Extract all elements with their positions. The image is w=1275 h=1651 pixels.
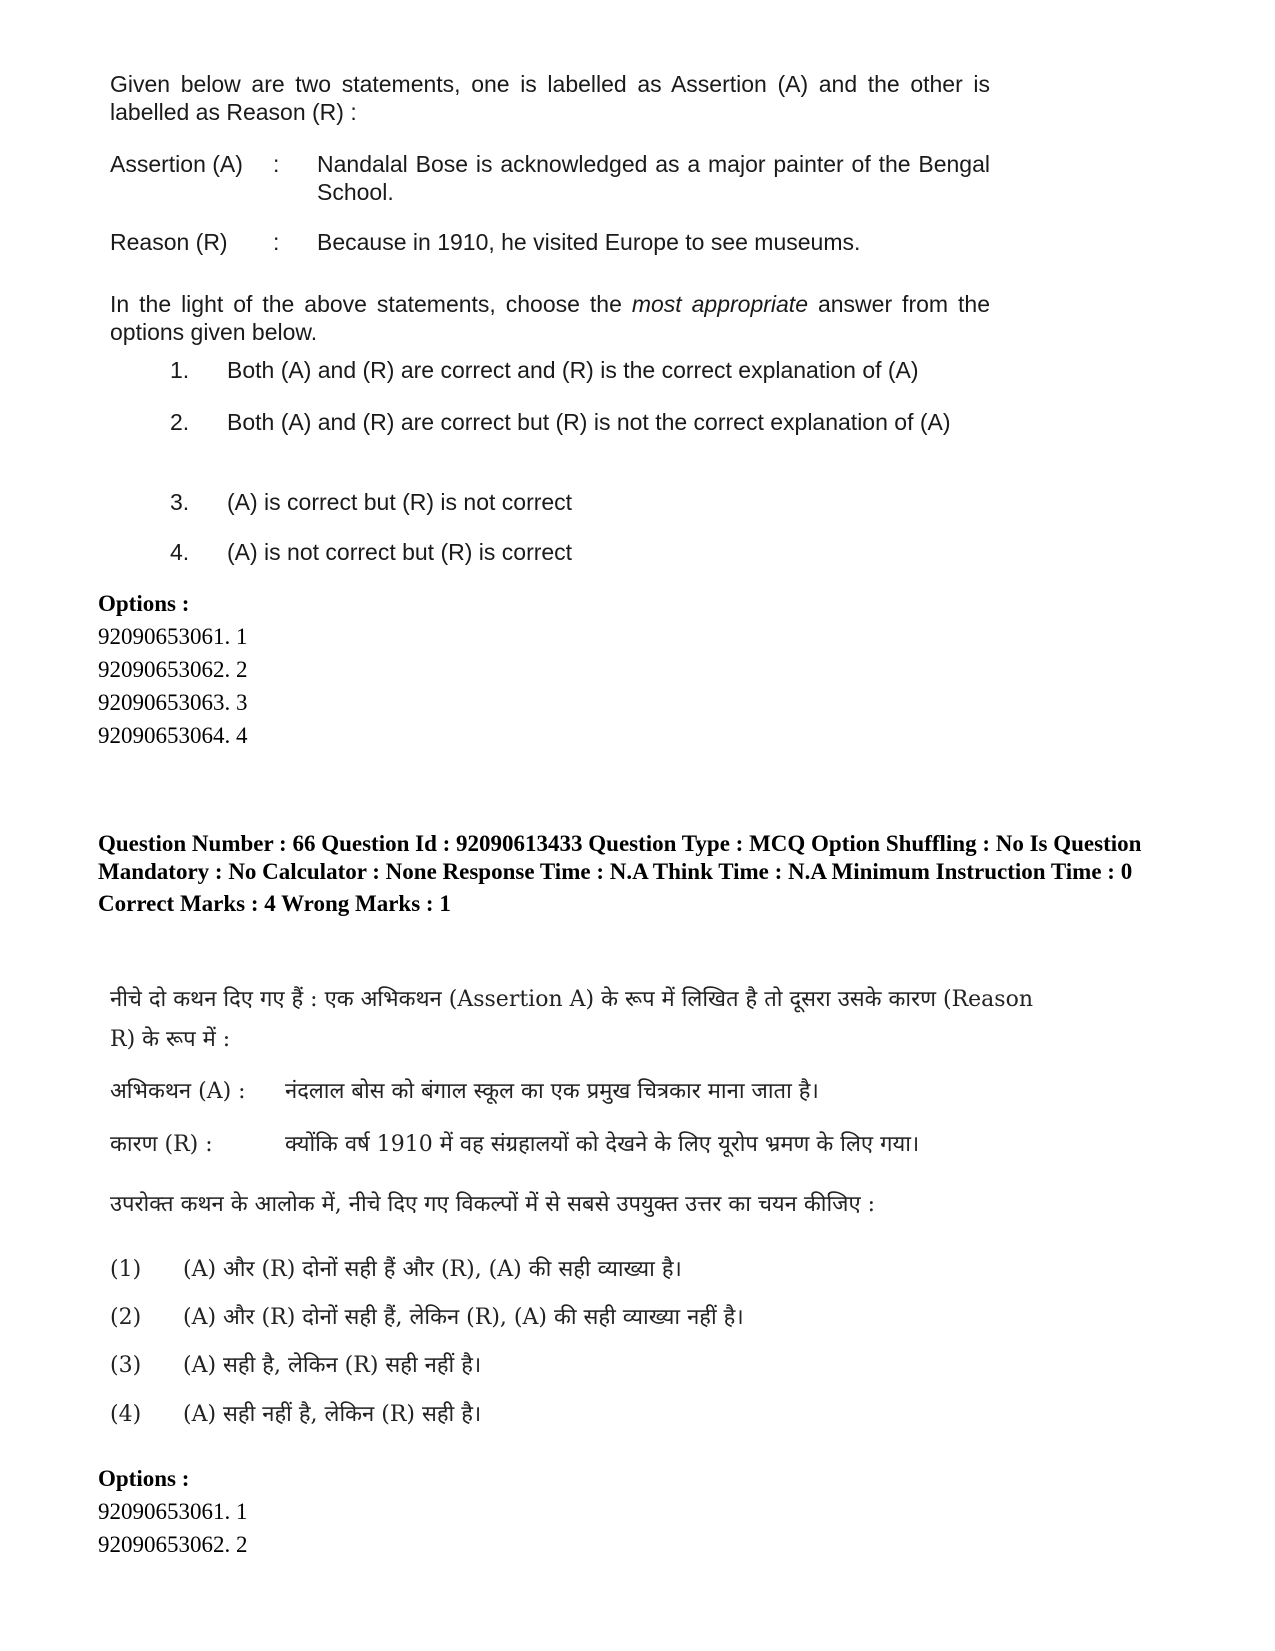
hindi-assertion-label: अभिकथन (A) : (110, 1079, 246, 1104)
hindi-assertion-text: नंदलाल बोस को बंगाल स्कूल का एक प्रमुख चित्रकार माना जाता है। (285, 1079, 819, 1104)
option-text: Both (A) and (R) are correct and (R) is the correct explanation of (A) (227, 357, 919, 383)
option-id-row: 92090653061. 1 (98, 624, 248, 649)
option-text: Both (A) and (R) are correct but (R) is not the correct explanation of (A) (227, 409, 951, 435)
hindi-option-number: (3) (110, 1353, 142, 1378)
option-id-row: 92090653061. 1 (98, 1499, 248, 1524)
question-meta-info: Question Number : 66 Question Id : 92090613433 Question Type : MCQ Option Shuffling : No Is Question Mandatory : No Calculator : None Response Time : N.A Think Time : N.A Minimum Instruction Time : 0 (98, 831, 1142, 884)
hindi-reason-text: क्योंकि वर्ष 1910 में वह संग्रहालयों को देखने के लिए यूरोप भ्रमण के लिए गया। (285, 1132, 920, 1157)
question-marks: Correct Marks : 4 Wrong Marks : 1 (98, 891, 451, 916)
option-number: 4. (170, 539, 190, 565)
options-heading: Options : (98, 591, 190, 616)
hindi-option-number: (1) (110, 1257, 142, 1282)
hindi-option-text: (A) सही है, लेकिन (R) सही नहीं है। (183, 1353, 482, 1378)
hindi-option-number: (2) (110, 1305, 142, 1330)
hindi-reason-label: कारण (R) : (110, 1132, 213, 1157)
english-intro: Given below are two statements, one is labelled as Assertion (A) and the other is labelled as Reason (R) : (110, 71, 990, 125)
hindi-option-text: (A) और (R) दोनों सही हैं, लेकिन (R), (A) की सही व्याख्या नहीं है। (183, 1305, 744, 1330)
option-number: 3. (170, 489, 190, 515)
option-number: 1. (170, 357, 190, 383)
option-id-row: 92090653062. 2 (98, 657, 248, 682)
options-block (98, 590, 698, 755)
instruction-emphasis: most appropriate (631, 291, 808, 317)
assertion-label: Assertion (A) (110, 151, 243, 177)
instruction-post: answer from the options given below. (110, 291, 990, 345)
reason-colon: : (273, 229, 280, 255)
hindi-instruction: उपरोक्त कथन के आलोक में, नीचे दिए गए विकल्पों में से सबसे उपयुक्त उत्तर का चयन कीजिए : (110, 1192, 876, 1217)
option-id-row: 92090653062. 2 (98, 1532, 248, 1557)
assertion-colon: : (273, 151, 280, 177)
hindi-option-text: (A) और (R) दोनों सही हैं और (R), (A) की सही व्याख्या है। (183, 1257, 682, 1282)
options-block (98, 1465, 698, 1564)
reason-label: Reason (R) (110, 229, 228, 255)
hindi-option-number: (4) (110, 1402, 142, 1427)
question-meta (98, 830, 1178, 918)
hindi-intro: नीचे दो कथन दिए गए हैं : एक अभिकथन (Assertion A) के रूप में लिखित है तो दूसरा उसके कारण (Reason R) के रूप में : (110, 987, 1033, 1052)
option-id-row: 92090653063. 3 (98, 690, 248, 715)
english-instruction (110, 290, 990, 346)
option-text: (A) is correct but (R) is not correct (227, 489, 573, 515)
options-heading: Options : (98, 1466, 190, 1491)
assertion-text: Nandalal Bose is acknowledged as a major painter of the Bengal School. (317, 151, 990, 205)
option-number: 2. (170, 409, 190, 435)
reason-text: Because in 1910, he visited Europe to see museums. (317, 229, 861, 255)
hindi-option-text: (A) सही नहीं है, लेकिन (R) सही है। (183, 1402, 482, 1427)
option-text: (A) is not correct but (R) is correct (227, 539, 573, 565)
instruction-pre: In the light of the above statements, choose the (110, 291, 632, 317)
option-id-row: 92090653064. 4 (98, 723, 248, 748)
